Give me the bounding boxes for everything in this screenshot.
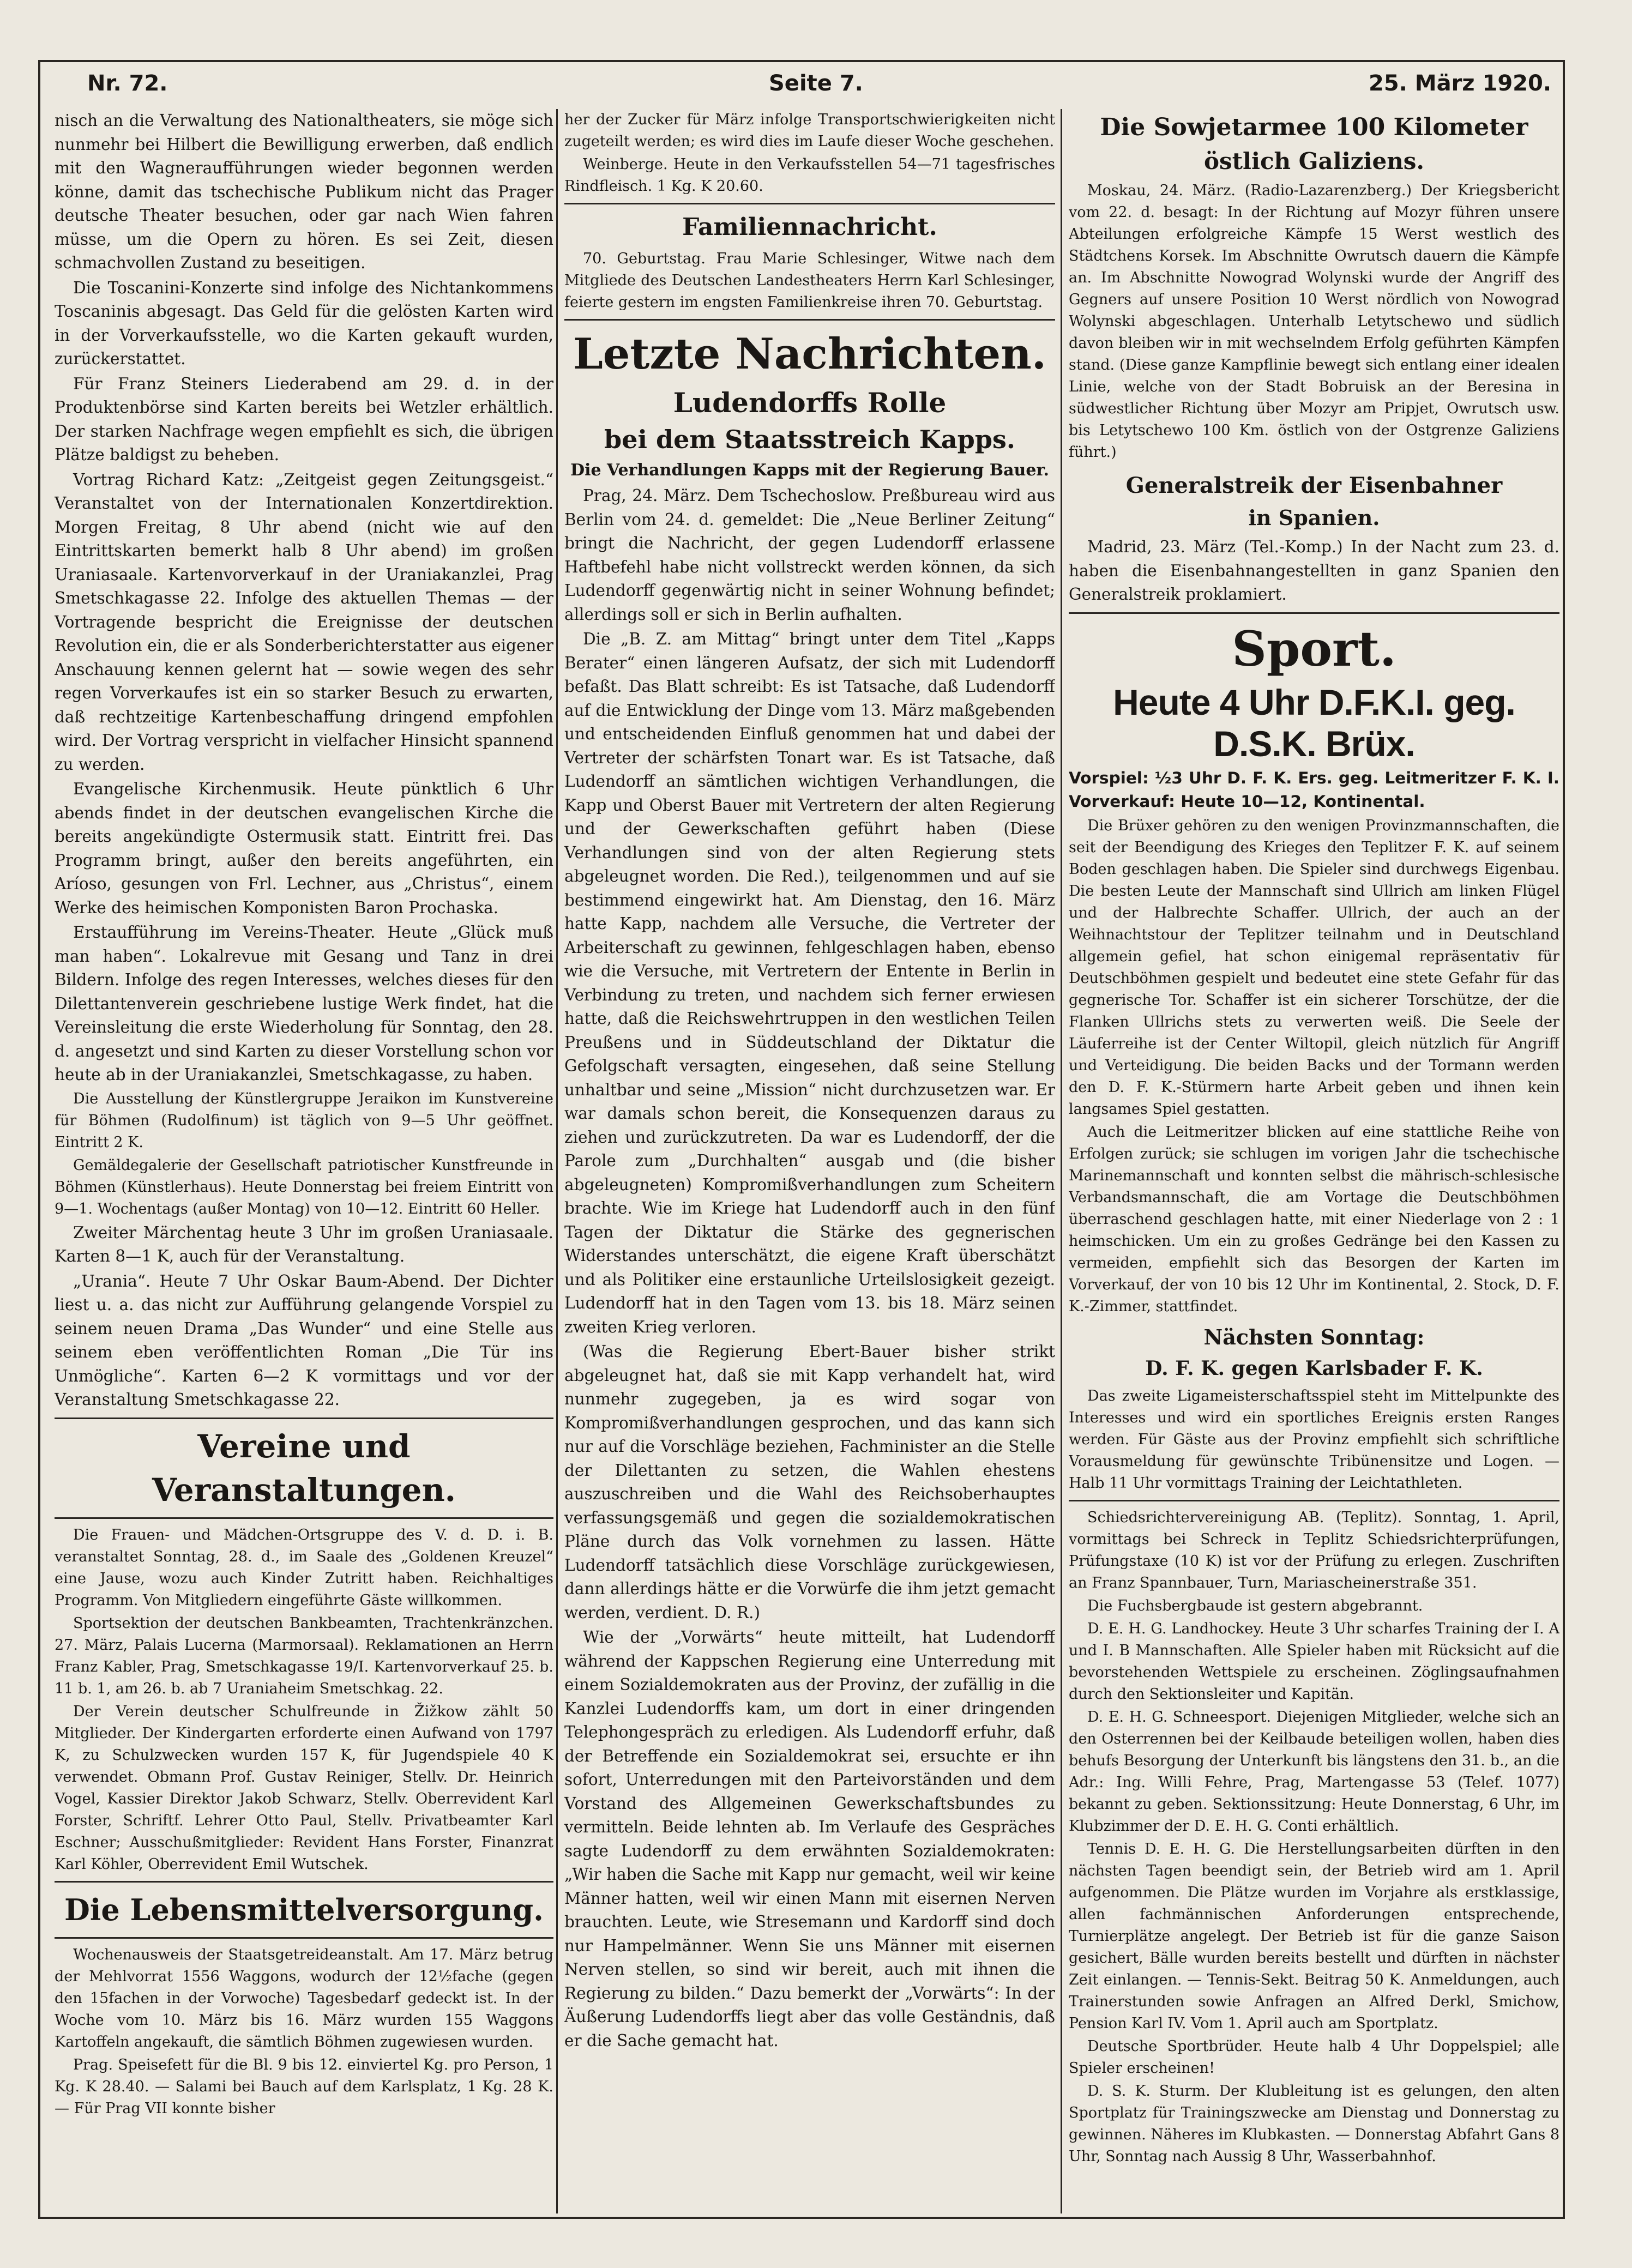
section-heading-lebensmittel: Die Lebensmittelversorgung.: [64, 1892, 544, 1927]
article-text: Die Brüxer gehören zu den wenigen Provinzmannschaften, die seit der Beendigung des Krieges den Teplitzer F. K. auf seinem Boden geschlagen haben. Die Spieler sind durchwegs Eigenbau. Die besten Leute der Mannschaft sind Ullrich am linken Flügel und der Halbrechte Schaffer. Ullrich, der auch an der Weihnachtstour der Teplitzer teilnahm und in Deutschland allgemein gefiel, hat schon einigemal repräsentativ für Deutschböhmen gespielt und bedeutet eine stete Gefahr für das gegnerische Tor. Schaffer ist ein sicherer Torschütze, der die Flanken Ullrichs stets zu verwerten weiß. Die Seele der Läuferreihe ist der Center Wiltopil, gleich nützlich für Angriff und Verteidigung. Die beiden Backs und der Tormann werden den D. F. K.-Stürmern harte Arbeit geben und ihnen kein langsames Spiel gestatten.: [1069, 817, 1559, 1118]
column-rule: [556, 109, 558, 2213]
article-text: D. E. H. G. Landhockey. Heute 3 Uhr scharfes Training der I. A und I. B Mannschaften. Alle Spieler haben mit Rücksicht auf die bevorstehenden Wettspiele zu erscheinen. Zöglingsaufnahmen durch den Sektionsleiter und Kapitän.: [1069, 1620, 1559, 1703]
article-text: Wie der „Vorwärts“ heute mitteilt, hat Ludendorff während der Kappschen Regierung eine Unterredung mit einem Sozialdemokraten aus der Provinz, der zufällig in die Kanzlei Ludendorffs kam, um dort in einer dringenden Telephongespräch zu erledigen. Als Ludendorff erfuhr, daß der Betreffende ein Sozialdemokrat sei, ersuchte er ihn sofort, Unterredungen mit den Parteivorständen und dem Vorstand des Allgemeinen Gewerkschaftsbundes zu vermitteln. Beide lehnten ab. Im Verlaufe des Gespräches sagte Ludendorff zu dem erwähnten Sozialdemokraten: „Wir haben die Sache mit Kapp nur gemacht, weil wir keine Männer hatten, weil wir einen Mann mit eisernen Nerven brauchten. Leute, wie Stresemann und Kardorff sind doch nur Hampelmänner. Wenn Sie uns Männer mit eisernen Nerven stellen, so sind wir bereit, auch mit ihnen die Regierung zu bilden.“ Dazu bemerkt der „Vorwärts“: In der Äußerung Ludendorffs liegt aber das volle Geständnis, daß er die Sache gemacht hat.: [564, 1628, 1055, 2050]
article-text: Die Frauen- und Mädchen-Ortsgruppe des V. d. D. i. B. veranstaltet Sonntag, 28. d., im Saale des „Goldenen Kreuzel“ eine Jause, wozu auch Kinder Zutritt haben. Reichhaltiges Programm. Von Mitgliedern eingeführte Gäste willkommen.: [55, 1526, 553, 1609]
divider: [55, 1517, 553, 1519]
column-2: [564, 109, 1055, 2213]
article-text: Der Verein deutscher Schulfreunde in Žižkow zählt 50 Mitglieder. Der Kindergarten erforderte einen Aufwand von 1797 K, zu Schulzwecken wurden 157 K, für Jugendspiele 40 K verwendet. Obmann Prof. Gustav Reiniger, Stellv. Dr. Heinrich Vogel, Kassier Direktor Jakob Schwarz, Stellv. Oberrevident Karl Forster, Schriftf. Lehrer Otto Paul, Stellv. Privatbeamter Karl Eschner; Ausschußmitglieder: Revident Hans Forster, Finanzrat Karl Köhler, Oberrevident Emil Wutschek.: [55, 1703, 553, 1873]
article-subheadline: Die Verhandlungen Kapps mit der Regierung Bauer.: [570, 461, 1049, 480]
article-text: Deutsche Sportbrüder. Heute halb 4 Uhr Doppelspiel; alle Spieler erscheinen!: [1069, 2037, 1559, 2077]
article-text: Weinberge. Heute in den Verkaufsstellen 54—71 tagesfrisches Rindfleisch. 1 Kg. K 20.60.: [564, 156, 1055, 195]
section-heading-sport: Sport.: [1232, 620, 1396, 677]
article-text: Wochenausweis der Staatsgetreideanstalt. Am 17. März betrug der Mehlvorrat 1556 Waggons, wodurch der 12½fache (gegen den 15fachen in der Vorwoche) Tagesbedarf gedeckt ist. In der Woche vom 10. März bis 16. März wurden 155 Waggons Kartoffeln angekauft, die sämtlich Böhmen zugewiesen wurden.: [55, 1946, 553, 2050]
article-headline: bei dem Staatsstreich Kapps.: [604, 425, 1015, 454]
column-rule: [1061, 109, 1062, 2213]
article-text: Gemäldegalerie der Gesellschaft patriotischer Kunstfreunde in Böhmen (Künstlerhaus). Heute Donnerstag bei freiem Eintritt von 9—1. Wochentags (außer Montag) von 10—12. Eintritt 60 Heller.: [55, 1156, 553, 1217]
article-text: Auch die Leitmeritzer blicken auf eine stattliche Reihe von Erfolgen zurück; sie schlugen im vorigen Jahr die tschechische Marinemannschaft und konnten selbst die mährisch-schlesische Verbandsmannschaft, die am Vortage die Deutschböhmen überraschend geschlagen hatte, mit einer Niederlage von 2 : 1 heimschicken. Um ein zu großes Gedränge bei den Kassen zu vermeiden, empfiehlt sich das Besorgen der Karten im Vorverkauf, der von 10 bis 12 Uhr im Kontinental, 2. Stock, D. F. K.-Zimmer, stattfindet.: [1069, 1123, 1559, 1315]
article-text: Die „B. Z. am Mittag“ bringt unter dem Titel „Kapps Berater“ einen längeren Aufsatz, der sich mit Ludendorff befaßt. Das Blatt schreibt: Es ist Tatsache, daß Ludendorff auf die Entwicklung der Dinge vom 13. März maßgebenden und entscheidenden Einfluß genommen hat und dabei der Vertreter der schärfsten Tonart war. Es ist Tatsache, daß Ludendorff an sämtlichen wichtigen Verhandlungen, die Kapp und Oberst Bauer mit Vertretern der alten Regierung und der Gewerkschaften geführt haben (Diese Verhandlungen sind von der alten Regierung stets abgeleugnet worden. Die Red.), teilgenommen und auf sie bestimmend eingewirkt hat. Am Dienstag, den 16. März hatte Kapp, nachdem alle Versuche, die Vertreter der Arbeiterschaft zu gewinnen, fehlgeschlagen haben, ebenso wie die Versuche, mit Vertretern der Entente in Berlin in Verbindung zu treten, und nachdem sich ferner erwiesen hatte, daß die Reichswehrtruppen in den westlichen Teilen Preußens und in Süddeutschland der Diktatur die Gefolgschaft versagten, eingesehen, daß seine Stellung unhaltbar und seine „Mission“ nicht durchzusetzen war. Er war damals schon bereit, die Konsequenzen daraus zu ziehen und zurückzutreten. Da war es Ludendorff, der die Parole zum „Durchhalten“ ausgab und (die bisher abgeleugneten) Kompromißverhandlungen zum Scheitern brachte. Wie im Kriege hat Ludendorff auch in den fünf Tagen der Diktatur die Stärke des gegnerischen Widerstandes unterschätzt, die eigene Kraft überschätzt und als Politiker eine erstaunliche Urteilslosigkeit gezeigt. Ludendorff hat in den Tagen vom 13. bis 18. März seinen zweiten Krieg verloren.: [564, 630, 1055, 1336]
issue-date: 25. März 1920.: [1369, 71, 1552, 96]
article-text: Die Ausstellung der Künstlergruppe Jeraikon im Kunstvereine für Böhmen (Rudolfinum) ist täglich von 9—5 Uhr geöffnet. Eintritt 2 K.: [55, 1090, 553, 1151]
article-text: Tennis D. E. H. G. Die Herstellungsarbeiten dürften in den nächsten Tagen beendigt sein, der Betrieb wird am 1. April aufgenommen. Die Plätze wurden im Vorjahre als erstklassige, allen fachmännischen Anforderungen entsprechende, Turnierplätze angelegt. Der Betrieb ist für die ganze Saison gesichert, Bälle wurden bereits bestellt und dürften in nächster Zeit einlangen. — Tennis-Sekt. Beitrag 50 K. Anmeldungen, auch Trainerstunden sowie Anfragen an Alfred Derkl, Smichow, Pension Karl IV. Vom 1. April auch am Sportplatz.: [1069, 1840, 1559, 2032]
article-headline: Nächsten Sonntag:: [1203, 1324, 1425, 1349]
article-headline: Generalstreik der Eisenbahner: [1125, 473, 1503, 498]
article-text: Prag. Speisefett für die Bl. 9 bis 12. einviertel Kg. pro Person, 1 Kg. K 28.40. — Salami bei Bauch auf dem Karlsplatz, 1 Kg. 28 K. — Für Prag VII konnte bisher: [55, 2056, 553, 2117]
article-text: Prag, 24. März. Dem Tschechoslow. Preßbureau wird aus Berlin vom 24. d. gemeldet: Die „Neue Berliner Zeitung“ bringt die Nachricht, der gegen Ludendorff erlassene Haftbefehl habe nicht vollstreckt werden können, da sich Ludendorff gegenwärtig nicht in seiner Wohnung befindet; allerdings soll er sich in Berlin aufhalten.: [564, 486, 1055, 624]
article-text: Madrid, 23. März (Tel.-Komp.) In der Nacht zum 23. d. haben die Eisenbahnangestellten in ganz Spanien den Generalstreik proklamiert.: [1069, 538, 1559, 604]
article-headline: östlich Galiziens.: [1203, 148, 1425, 174]
divider: [55, 1417, 553, 1419]
article-headline: Ludendorffs Rolle: [673, 387, 947, 419]
match-banner: Heute 4 Uhr D.F.K.I. geg. D.S.K. Brüx.: [1113, 681, 1515, 764]
article-text: Erstaufführung im Vereins-Theater. Heute „Glück muß man haben“. Lokalrevue mit Gesang und Tanz in drei Bildern. Infolge des regen Interesses, welches dieses für den Dilettantenverein geschriebene lustige Werk findet, hat die Vereinsleitung die erste Wiederholung für Sonntag, den 28. d. angesetzt und sind Karten zu dieser Vorstellung schon vor heute ab in der Uraniakanzlei, Smetschkagasse, zu haben.: [55, 923, 553, 1084]
article-text: „Urania“. Heute 7 Uhr Oskar Baum-Abend. Der Dichter liest u. a. das nicht zur Aufführung gelangende Vorspiel zu seinem neuen Drama „Das Wunder“ und eine Stelle aus seinem eben veröffentlichten Roman „Die Tür ins Unmögliche“. Karten 6—2 K vormittags und vor der Veranstaltung Smetschkagasse 22.: [55, 1271, 553, 1409]
divider: [564, 203, 1055, 204]
article-text: Die Fuchsbergbaude ist gestern abgebrannt.: [1087, 1597, 1423, 1614]
article-text: nisch an die Verwaltung des Nationaltheaters, sie möge sich nunmehr bei Hilbert die Bewilligung erwerben, daß endlich mit den Wagneraufführungen wieder begonnen werden könne, damit das tschechische Publikum nicht das Prager deutsche Theater besuchen, oder gar nach Wien fahren müsse, um die Opern zu hören. Es sei Zeit, diesen schmachvollen Zustand zu beseitigen.: [55, 111, 553, 272]
divider: [55, 1937, 553, 1939]
divider: [564, 319, 1055, 321]
page-number: Seite 7.: [769, 71, 863, 96]
article-headline: Die Sowjetarmee 100 Kilometer: [1100, 113, 1528, 141]
section-heading-letzte-nachrichten: Letzte Nachrichten.: [573, 329, 1047, 379]
article-text: Evangelische Kirchenmusik. Heute pünktlich 6 Uhr abends findet in der deutschen evangelischen Kirche die bereits angekündigte Ostermusik statt. Eintritt frei. Das Programm bringt, außer den bereits angeführten, ein Aríoso, gesungen von Frl. Lechner, aus „Christus“, einem Werke des heimischen Komponisten Baron Prochaska.: [55, 780, 553, 917]
article-text: Vorspiel: ½3 Uhr D. F. K. Ers. geg. Leitmeritzer F. K. I. Vorverkauf: Heute 10—12, Kontinental.: [1069, 768, 1559, 811]
article-text: Das zweite Ligameisterschaftsspiel steht im Mittelpunkte des Interesses und wird ein sportliches Ereignis ersten Ranges werden. Für Gäste aus der Provinz empfiehlt sich schriftliche Vorausmeldung für gewünschte Tribünensitze und Logen. — Halb 11 Uhr vormittags Training der Leichtathleten.: [1069, 1387, 1559, 1492]
article-text: D. E. H. G. Schneesport. Diejenigen Mitglieder, welche sich an den Osterrennen bei der Keilbaude beteiligen wollen, haben dies behufs Besorgung der Unterkunft bis längstens den 31. b., an die Adr.: Ing. Willi Fehre, Prag, Martengasse 53 (Telef. 1077) bekannt zu geben. Sektionssitzung: Heute Donnerstag, 6 Uhr, im Klubzimmer der D. E. H. G. Conti erhältlich.: [1069, 1708, 1559, 1835]
article-text: Schiedsrichtervereinigung AB. (Teplitz). Sonntag, 1. April, vormittags bei Schreck in Teplitz Schiedsrichterprüfungen, Prüfungstaxe (10 K) ist vor der Prüfung zu erlegen. Zuschriften an Franz Spannbauer, Turn, Mariascheinerstraße 351.: [1069, 1509, 1559, 1591]
article-text: Die Toscanini-Konzerte sind infolge des Nichtankommens Toscaninis abgesagt. Das Geld für die gelösten Karten wird in der Vorverkaufsstelle, wo die Karten gekauft wurden, zurückerstattet.: [55, 278, 553, 368]
divider: [1069, 1500, 1559, 1501]
article-text: 70. Geburtstag. Frau Marie Schlesinger, Witwe nach dem Mitgliede des Deutschen Landestheaters Herrn Karl Schlesinger, feierte gestern im engsten Familienkreise ihren 70. Geburtstag.: [564, 250, 1055, 311]
article-text: Zweiter Märchentag heute 3 Uhr im großen Uraniasaale. Karten 8—1 K, auch für der Veranstaltung.: [55, 1223, 553, 1265]
article-text: Moskau, 24. März. (Radio-Lazarenzberg.) Der Kriegsbericht vom 22. d. besagt: In der Richtung auf Mozyr führen unsere Abteilungen erfolgreiche Kämpfe 15 Werst westlich des Städtchens Korsek. Im Abschnitte Owrutsch dauern die Kämpfe an. Im Abschnitte Nowograd Wolynski wurde der Angriff des Gegners auf unsere Position 10 Werst nördlich von Nowograd Wolynski abgeschlagen. Unterhalb Letytschewo und südlich davon bleiben wir in mit wechselndem Erfolg geführten Kämpfen stand. (Diese ganze Kampflinie bewegt sich entlang einer idealen Linie, welche von der Stadt Bobruisk an der Beresina in südwestlicher Richtung über Mozyr am Pripjet, Owrutsch usw. bis Letytschewo 100 Km. östlich von der Ostgrenze Galiziens führt.): [1069, 182, 1559, 461]
article-text: Für Franz Steiners Liederabend am 29. d. in der Produktenbörse sind Karten bereits bei Wetzler erhältlich. Der starken Nachfrage wegen empfiehlt es sich, die übrigen Plätze baldigst zu beheben.: [55, 374, 553, 464]
article-text: (Was die Regierung Ebert-Bauer bisher strikt abgeleugnet hat, daß sie mit Kapp verhandelt hat, wird nunmehr zugegeben, ja es wird sogar von Kompromißverhandlungen gesprochen, und das kann sich nur auf die Vorschläge beziehen, Fachminister an die Stelle der Dilettanten zu setzen, die Wahlen ehestens auszuschreiben und die Wahl des Reichsoberhauptes verfassungsgemäß und gegen die sozialdemokratischen Pläne durch das Volk vornehmen zu lassen. Hätte Ludendorff tatsächlich diese Vorschläge zurückgewiesen, dann allerdings hätte er die Vorwürfe die ihm jetzt gemacht werden, verdient. D. R.): [564, 1342, 1055, 1622]
article-text: Vortrag Richard Katz: „Zeitgeist gegen Zeitungsgeist.“ Veranstaltet von der Internationalen Konzertdirektion. Morgen Freitag, 8 Uhr abend (nicht wie auf den Eintrittskarten bemerkt halb 8 Uhr abend) im großen Uraniasaale. Kartenvorverkauf in der Uraniakanzlei, Prag Smetschkagasse 22. Infolge des aktuellen Themas — der Vortragende bespricht die Ereignisse der deutschen Revolution ein, die er als Sonderberichterstatter aus eigener Anschauung kennen gelernt hat — sowie wegen des sehr regen Vorverkaufes ist ein so starker Besuch zu erwarten, daß rechtzeitige Kartenbeschaffung dringend empfohlen wird. Der Vortrag verspricht in vielfacher Hinsicht spannend zu werden.: [55, 470, 553, 774]
issue-number: Nr. 72.: [87, 71, 168, 96]
divider: [55, 1881, 553, 1883]
column-1: [55, 109, 553, 2213]
article-text: D. S. K. Sturm. Der Klubleitung ist es gelungen, den alten Sportplatz für Trainingszwecke am Dienstag und Donnerstag zu gewinnen. Näheres im Klubkasten. — Donnerstag Abfahrt Gans 8 Uhr, Sonntag nach Aussig 8 Uhr, Wasserbahnhof.: [1069, 2082, 1559, 2165]
divider: [1069, 612, 1559, 614]
article-headline: in Spanien.: [1248, 505, 1380, 530]
article-headline: D. F. K. gegen Karlsbader F. K.: [1145, 1356, 1483, 1380]
article-text: her der Zucker für März infolge Transportschwierigkeiten nicht zugeteilt werden; es wird dies im Laufe dieser Woche geschehen.: [564, 111, 1055, 150]
article-text: Sportsektion der deutschen Bankbeamten, Trachtenkränzchen. 27. März, Palais Lucerna (Marmorsaal). Reklamationen an Herrn Franz Kabler, Prag, Smetschkagasse 19/I. Kartenvorverkauf 25. b. 11 b. 1, am 26. b. ab 7 Uraniaheim Smetschkag. 22.: [55, 1614, 553, 1697]
section-heading-familie: Familiennachricht.: [682, 213, 937, 241]
section-heading-vereine: Vereine und Veranstaltungen.: [152, 1427, 456, 1509]
column-3: [1069, 109, 1559, 2213]
page-header: [38, 65, 1565, 109]
